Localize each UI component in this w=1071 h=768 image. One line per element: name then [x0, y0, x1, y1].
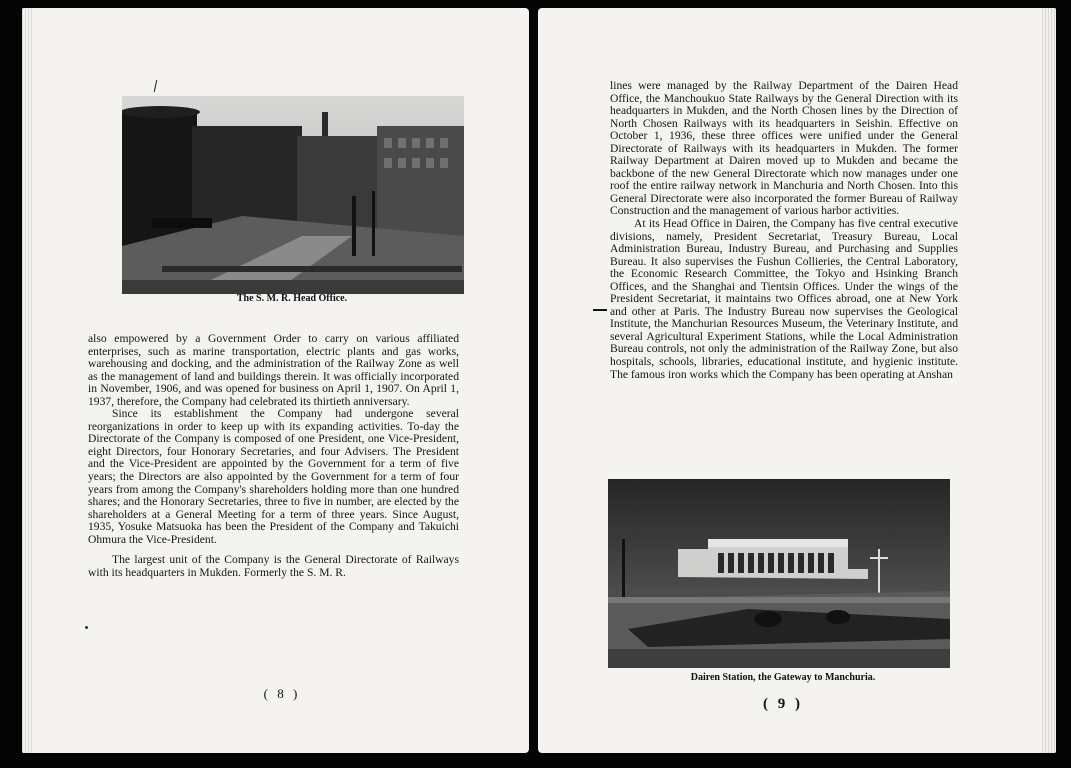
left-body-text — [88, 333, 459, 579]
right-page — [538, 8, 1056, 753]
right-paragraph-2: At its Head Office in Dairen, the Company has five central executive divisions, namely, President Secretariat, Treasury Bureau, Local Administration Bureau, Industry Bureau, and Purchasing and Supplies Bureau. It also supervises the Fushun Collieries, the Central Laboratory, the Economic Research Committee, the Tokyo and Hsinking Branch Offices, and the Shanghai and Tientsin Offices. Under the wings of the President Secretariat, it maintains two Offices abroad, one at New York and other at Paris. The Industry Bureau now supervises the Geological Institute, the Manchurian Resources Museum, the Veterinary Institute, and several Agricultural Experiment Stations, while the Local Administration Bureau controls, not only the administration of the Railway Zone, but also hospitals, schools, libraries, educational institute, and hygienic institute. The famous iron works which the Company has been operating at Anshan — [610, 217, 958, 381]
right-paragraph-1: lines were managed by the Railway Department of the Dairen Head Office, the Manchoukuo State Railways by the General Direction with its headquarters in Mukden, and the North Chosen lines by the Direction of North Chosen Railways with its headquarters in Seishin. Effective on October 1, 1936, these three offices were unified under the General Directorate of Railways with its headquarters in Mukden. The former Railway Department at Dairen moved up to Mukden and became the backbone of the new General Directorate which now manages under one roof the entire railway network in Manchuria and North Chosen. Into this General Directorate were also incorporated the former Bureau of Railway Construction and the management of various harbor activities. — [610, 79, 958, 218]
margin-dash — [593, 309, 607, 311]
left-paragraph-2: Since its establishment the Company had undergone several reorganizations in order to keep up with its expanding activities. To-day the Directorate of the Company is composed of one President, one Vice-President, eight Directors, four Honorary Secretaries, and four Advisers. The President and the Vice-President are appointed by the Government for a term of five years; the Directors are also appointed by the Government for a term of four years from among the Company's shareholders holding more than one hundred shares; and the Honorary Secretaries, three to five in number, are elected by the shareholders at a General Meeting for a term of three years. Since August, 1935, Yosuke Matsuoka has been the President of the Company and Takuichi Ohmura the Vice-President. — [88, 407, 459, 546]
head-office-caption: The S. M. R. Head Office. — [236, 293, 348, 304]
left-page — [22, 8, 529, 753]
stray-mark — [154, 80, 157, 92]
dairen-station-photo — [608, 479, 950, 668]
right-body-text — [610, 80, 958, 381]
left-paragraph-3: The largest unit of the Company is the General Directorate of Railways with its headquarters in Mukden. Formerly the S. M. R. — [88, 553, 459, 579]
left-page-number: ( 8 ) — [263, 686, 301, 701]
right-page-number: ( 9 ) — [763, 696, 803, 712]
margin-dot — [85, 626, 88, 629]
station-caption: Dairen Station, the Gateway to Manchuria. — [690, 672, 876, 683]
left-paragraph-1: also empowered by a Government Order to carry on various affiliated enterprises, such as marine transportation, electric plants and gas works, warehousing and docking, and the administration of the Railway Zone as well as the management of land and buildings therein. It was officially incorporated in November, 1906, and was opened for business on April 1, 1907. On April 1, 1937, therefore, the Company had celebrated its thirtieth anniversary. — [88, 332, 459, 408]
head-office-photo — [122, 96, 464, 294]
